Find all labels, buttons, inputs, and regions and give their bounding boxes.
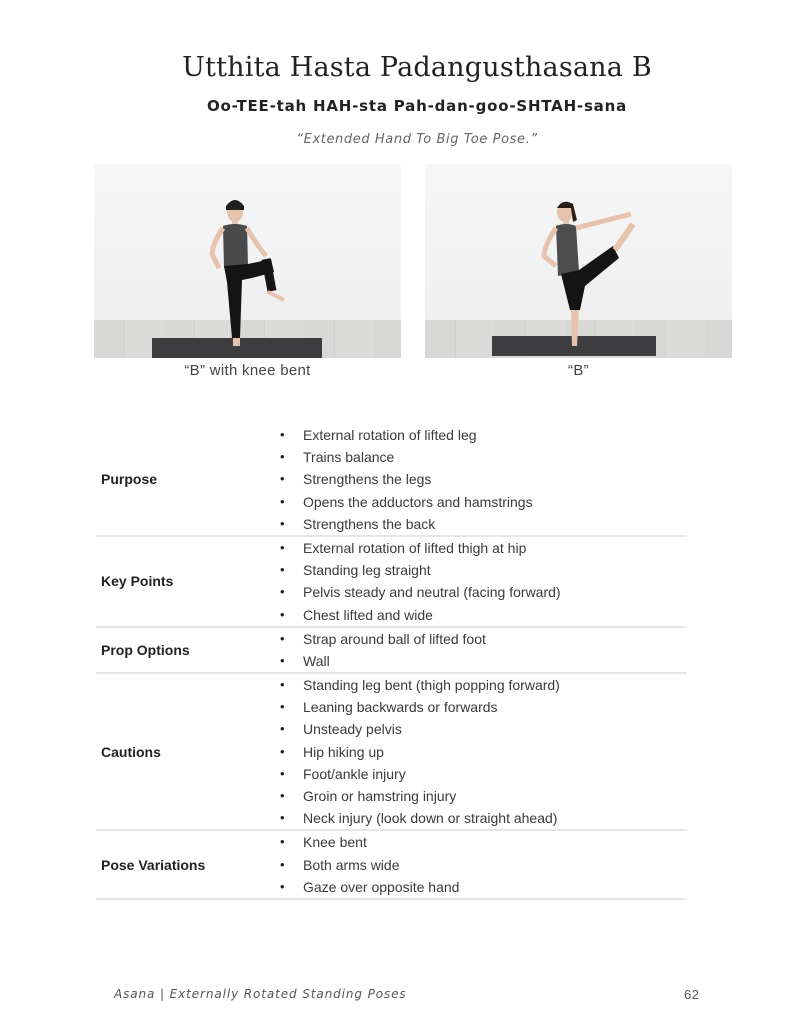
- row-items-cell: [276, 830, 687, 899]
- list-item: • Neck injury (look down or straight ahead): [276, 807, 687, 829]
- table-row-prop-options: [96, 627, 687, 673]
- footer-section-title: Asana | Externally Rotated Standing Poses: [114, 987, 407, 1001]
- bullet-list: [276, 628, 687, 672]
- table-row-pose-variations: [96, 830, 687, 899]
- list-item: • Standing leg straight: [276, 559, 687, 581]
- list-item: • Strengthens the legs: [276, 468, 687, 490]
- list-item: • Strap around ball of lifted foot: [276, 628, 687, 650]
- row-label: Key Points: [101, 573, 174, 590]
- row-items-cell: [276, 536, 687, 627]
- list-item: • Leaning backwards or forwards: [276, 696, 687, 718]
- pose-info-table: [96, 424, 687, 900]
- bullet-list: [276, 831, 687, 898]
- row-items-cell: [276, 424, 687, 536]
- row-label: Prop Options: [101, 641, 190, 658]
- list-item: • Chest lifted and wide: [276, 604, 687, 626]
- list-item: • Hip hiking up: [276, 741, 687, 763]
- list-item: • Wall: [276, 650, 687, 672]
- list-item: • Trains balance: [276, 446, 687, 468]
- photo-extended-leg: [425, 164, 732, 358]
- table-row-purpose: [96, 424, 687, 536]
- list-item: • Standing leg bent (thigh popping forward): [276, 674, 687, 696]
- list-item: • Gaze over opposite hand: [276, 876, 687, 898]
- list-item: • Unsteady pelvis: [276, 718, 687, 740]
- list-item: • Pelvis steady and neutral (facing forward): [276, 581, 687, 603]
- row-items-cell: [276, 627, 687, 673]
- caption-extended-leg: “B”: [568, 362, 589, 379]
- pronunciation: Oo-TEE-tah HAH-sta Pah-dan-goo-SHTAH-sana: [206, 97, 628, 115]
- list-item: • Groin or hamstring injury: [276, 785, 687, 807]
- table-row-key-points: [96, 536, 687, 627]
- list-item: • Foot/ankle injury: [276, 763, 687, 785]
- row-label: Pose Variations: [101, 856, 206, 873]
- row-label: Cautions: [101, 743, 161, 760]
- bullet-list: [276, 674, 687, 829]
- page-title: Utthita Hasta Padangusthasana B: [182, 52, 652, 83]
- caption-knee-bent: “B” with knee bent: [184, 362, 311, 379]
- list-item: • Knee bent: [276, 831, 687, 853]
- row-items-cell: [276, 673, 687, 830]
- list-item: • Opens the adductors and hamstrings: [276, 491, 687, 513]
- list-item: • Both arms wide: [276, 854, 687, 876]
- bullet-list: [276, 424, 687, 535]
- list-item: • Strengthens the back: [276, 513, 687, 535]
- list-item: • External rotation of lifted leg: [276, 424, 687, 446]
- list-item: • External rotation of lifted thigh at hip: [276, 537, 687, 559]
- row-label: Purpose: [101, 471, 158, 488]
- bullet-list: [276, 537, 687, 626]
- table-row-cautions: [96, 673, 687, 830]
- figure-extended-leg-illustration: [425, 164, 732, 358]
- figure-knee-bent-illustration: [94, 164, 401, 358]
- photo-knee-bent: [94, 164, 401, 358]
- translation: “Extended Hand To Big Toe Pose.”: [296, 132, 538, 147]
- page-number: 62: [684, 987, 700, 1002]
